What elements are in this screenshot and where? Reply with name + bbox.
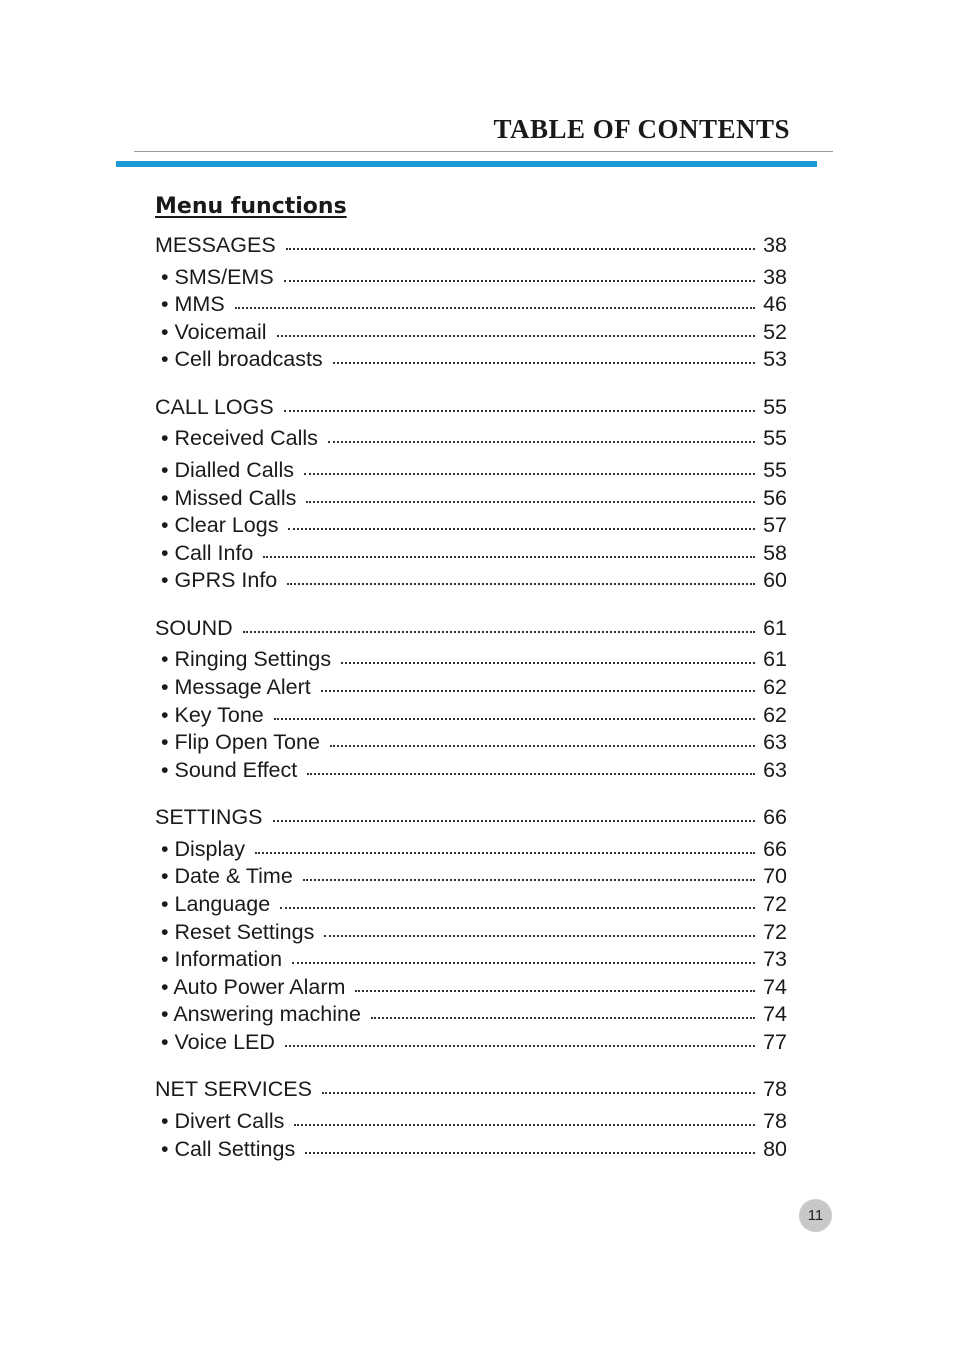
toc-page: 46: [763, 292, 787, 316]
toc-page: 73: [763, 947, 787, 971]
toc-label: • Date & Time: [161, 864, 293, 888]
dot-leader: [355, 990, 755, 992]
toc-page: 63: [763, 730, 787, 754]
dot-leader: [306, 501, 755, 503]
toc-entry-mms[interactable]: [155, 288, 787, 316]
toc-entry-settings[interactable]: [155, 801, 787, 829]
dot-leader: [263, 556, 755, 558]
toc-label: • Divert Calls: [161, 1109, 285, 1133]
toc-page: 55: [763, 426, 787, 450]
toc-page: 58: [763, 541, 787, 565]
toc-page: 52: [763, 320, 787, 344]
toc-label: • Call Info: [161, 541, 254, 565]
dot-leader: [255, 852, 755, 854]
dot-leader: [341, 662, 755, 664]
toc-label: • Message Alert: [161, 675, 311, 699]
toc-label: • Dialled Calls: [161, 458, 294, 482]
dot-leader: [321, 690, 755, 692]
toc-label: SETTINGS: [155, 805, 263, 829]
toc-entry-ringing-settings[interactable]: [155, 643, 787, 671]
toc-entry-clear-logs[interactable]: [155, 509, 787, 537]
toc-entry-divert-calls[interactable]: [155, 1105, 787, 1133]
toc-label: • Voicemail: [161, 320, 267, 344]
dot-leader: [235, 307, 755, 309]
toc-label: • Call Settings: [161, 1137, 296, 1161]
dot-leader: [273, 820, 756, 822]
toc-label: • Information: [161, 947, 283, 971]
dot-leader: [371, 1017, 755, 1019]
toc-entry-auto-power-alarm[interactable]: [155, 971, 787, 999]
toc-entry-information[interactable]: [155, 943, 787, 971]
toc-entry-answering-machine[interactable]: [155, 998, 787, 1026]
dot-leader: [330, 745, 755, 747]
toc-entry-display[interactable]: [155, 833, 787, 861]
toc-label: • Answering machine: [161, 1002, 361, 1026]
toc-label: • Missed Calls: [161, 486, 297, 510]
toc-page: 38: [763, 233, 787, 257]
dot-leader: [286, 248, 755, 250]
page-number-badge: 11: [799, 1199, 832, 1232]
toc-label: • Clear Logs: [161, 513, 279, 537]
dot-leader: [292, 962, 755, 964]
dot-leader: [307, 773, 755, 775]
dot-leader: [284, 280, 755, 282]
dot-leader: [284, 410, 755, 412]
toc-label: • Sound Effect: [161, 758, 298, 782]
toc-entry-missed-calls[interactable]: [155, 482, 787, 510]
toc-page: 80: [763, 1137, 787, 1161]
dot-leader: [305, 1152, 755, 1154]
toc-page: 53: [763, 347, 787, 371]
dot-leader: [328, 441, 755, 443]
toc-page: 61: [763, 647, 787, 671]
toc-label: • MMS: [161, 292, 225, 316]
toc-entry-messages[interactable]: [155, 229, 787, 257]
toc-entry-sms-ems[interactable]: [155, 261, 787, 289]
toc-label: • Cell broadcasts: [161, 347, 323, 371]
toc-entry-net-services[interactable]: [155, 1073, 787, 1101]
toc-label: • SMS/EMS: [161, 265, 274, 289]
header-divider: [134, 151, 833, 152]
dot-leader: [303, 879, 755, 881]
toc-page: 66: [763, 837, 787, 861]
toc-entry-call-settings[interactable]: [155, 1133, 787, 1161]
toc-label: • Key Tone: [161, 703, 264, 727]
toc-entry-voicemail[interactable]: [155, 316, 787, 344]
dot-leader: [294, 1124, 755, 1126]
toc-entry-sound[interactable]: [155, 612, 787, 640]
toc-page: 70: [763, 864, 787, 888]
toc-label: SOUND: [155, 616, 233, 640]
toc-entry-message-alert[interactable]: [155, 671, 787, 699]
toc-label: • GPRS Info: [161, 568, 278, 592]
toc-page: 78: [763, 1109, 787, 1133]
dot-leader: [277, 335, 756, 337]
dot-leader: [324, 935, 755, 937]
toc-page: 61: [763, 616, 787, 640]
dot-leader: [304, 473, 755, 475]
toc-label: • Language: [161, 892, 271, 916]
toc-entry-date-time[interactable]: [155, 860, 787, 888]
toc-entry-sound-effect[interactable]: [155, 754, 787, 782]
section-heading: Menu functions: [155, 194, 347, 219]
dot-leader: [322, 1092, 755, 1094]
toc-entry-reset-settings[interactable]: [155, 916, 787, 944]
toc-page: 78: [763, 1077, 787, 1101]
toc-label: • Flip Open Tone: [161, 730, 320, 754]
dot-leader: [243, 631, 755, 633]
toc-page: 55: [763, 395, 787, 419]
dot-leader: [280, 907, 755, 909]
toc-page: 57: [763, 513, 787, 537]
toc-page: 55: [763, 458, 787, 482]
toc-label: NET SERVICES: [155, 1077, 312, 1101]
accent-rule: [116, 161, 817, 167]
toc-page: 77: [763, 1030, 787, 1054]
dot-leader: [288, 528, 755, 530]
toc-entry-gprs-info[interactable]: [155, 564, 787, 592]
dot-leader: [285, 1045, 755, 1047]
toc-entry-flip-open-tone[interactable]: [155, 726, 787, 754]
toc-page: 38: [763, 265, 787, 289]
toc-entry-language[interactable]: [155, 888, 787, 916]
toc-label: MESSAGES: [155, 233, 276, 257]
toc-entry-call-info[interactable]: [155, 537, 787, 565]
toc-page: 72: [763, 892, 787, 916]
toc-entry-received-calls[interactable]: [155, 422, 787, 450]
toc-page: 66: [763, 805, 787, 829]
toc-page: 63: [763, 758, 787, 782]
toc-label: CALL LOGS: [155, 395, 274, 419]
toc-label: • Received Calls: [161, 426, 318, 450]
toc-page: 62: [763, 675, 787, 699]
toc-page: 72: [763, 920, 787, 944]
toc-page: 60: [763, 568, 787, 592]
dot-leader: [333, 362, 755, 364]
toc-entry-key-tone[interactable]: [155, 699, 787, 727]
toc-label: • Ringing Settings: [161, 647, 332, 671]
toc-label: • Display: [161, 837, 245, 861]
toc-page: 56: [763, 486, 787, 510]
toc-entry-call-logs[interactable]: [155, 391, 787, 419]
page-title: TABLE OF CONTENTS: [493, 114, 790, 144]
toc-page: 74: [763, 1002, 787, 1026]
dot-leader: [274, 718, 755, 720]
toc-label: • Reset Settings: [161, 920, 315, 944]
toc-label: • Auto Power Alarm: [161, 975, 346, 999]
toc-label: • Voice LED: [161, 1030, 275, 1054]
toc-entry-dialled-calls[interactable]: [155, 454, 787, 482]
toc-entry-voice-led[interactable]: [155, 1026, 787, 1054]
toc-page: 74: [763, 975, 787, 999]
toc-entry-cell-broadcasts[interactable]: [155, 343, 787, 371]
dot-leader: [287, 583, 755, 585]
toc-page: 62: [763, 703, 787, 727]
